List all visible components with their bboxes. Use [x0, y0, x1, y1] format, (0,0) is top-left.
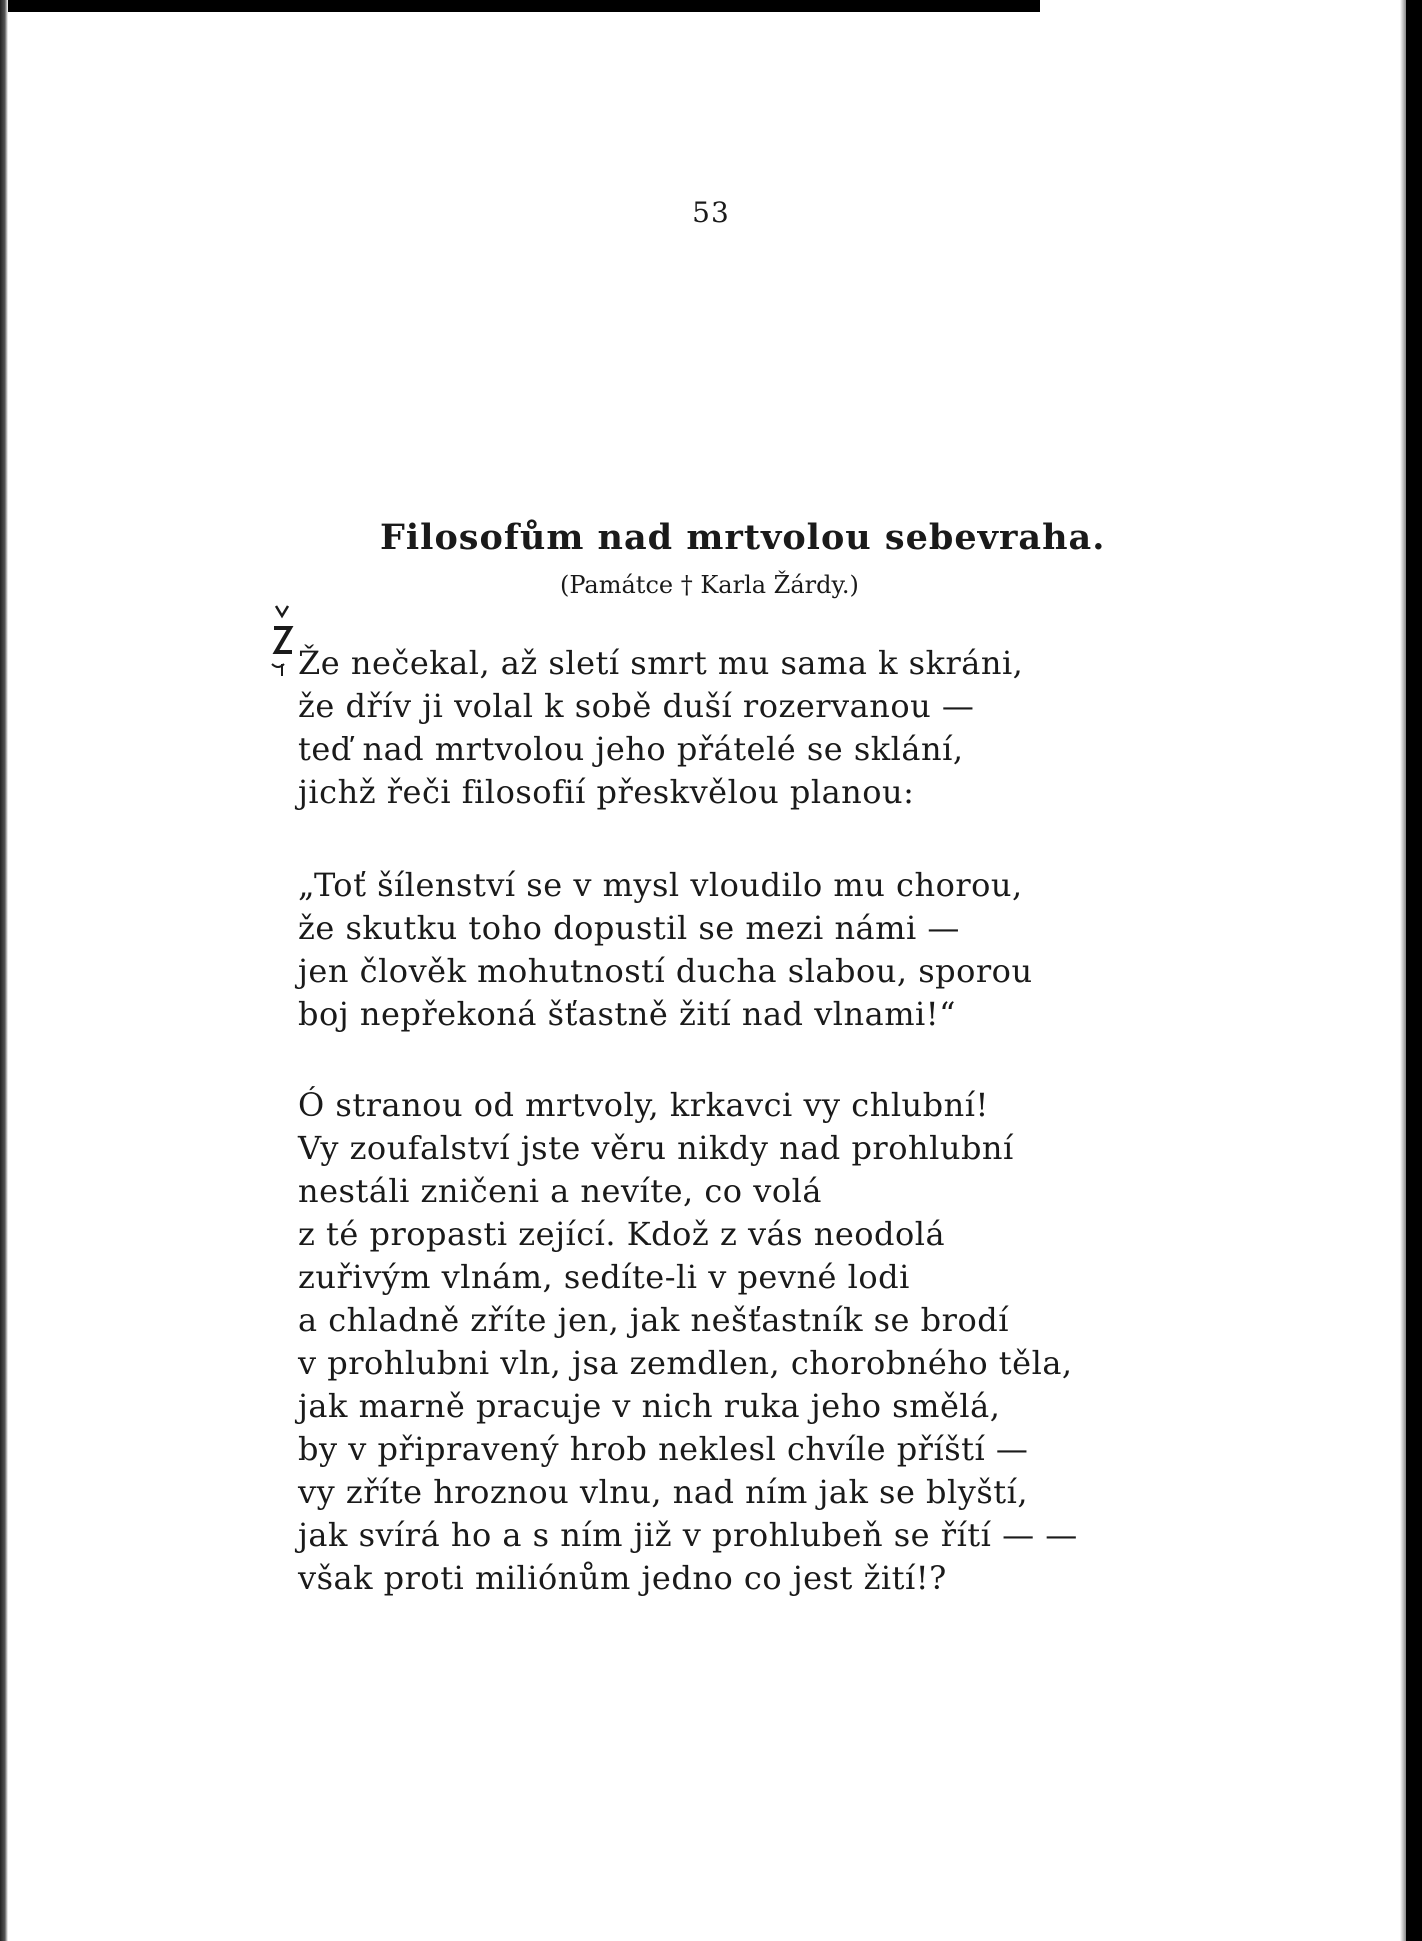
verse-line: zuřivým vlnám, sedíte-li v pevné lodi: [298, 1258, 910, 1296]
verse-line: jichž řeči filosofií přeskvělou planou:: [298, 773, 915, 811]
verse-line: Vy zoufalství jste věru nikdy nad prohlubní: [298, 1129, 1014, 1167]
verse-line: však proti miliónům jedno co jest žití!?: [298, 1559, 947, 1597]
verse-line: že skutku toho dopustil se mezi námi —: [298, 909, 960, 947]
poem-dedication: (Památce † Karla Žárdy.): [560, 571, 859, 599]
verse-line: jen člověk mohutností ducha slabou, sporou: [298, 952, 1033, 990]
verse-line: jak marně pracuje v nich ruka jeho smělá,: [298, 1387, 1001, 1425]
scan-border-top: [0, 0, 1040, 12]
stanza-1: [298, 642, 1023, 814]
verse-line: a chladně zříte jen, jak nešťastník se brodí: [298, 1301, 1009, 1339]
verse-line: Že nečekal, až sletí smrt mu sama k skráni,: [298, 644, 1024, 682]
verse-line: boj nepřekoná šťastně žití nad vlnami!“: [298, 995, 956, 1033]
stanza-3: [298, 1084, 1078, 1600]
verse-line: teď nad mrtvolou jeho přátelé se sklání,: [298, 730, 964, 768]
verse-line: nestáli zničeni a nevíte, co volá: [298, 1172, 822, 1210]
verse-line: jak svírá ho a s ním již v prohlubeň se řítí — —: [298, 1516, 1078, 1554]
poem-title: Filosofům nad mrtvolou sebevraha.: [380, 517, 1106, 558]
verse-line: Ó stranou od mrtvoly, krkavci vy chlubní!: [298, 1086, 989, 1124]
verse-line: by v připravený hrob neklesl chvíle příští —: [298, 1430, 1029, 1468]
verse-line: vy zříte hroznou vlnu, nad ním jak se blyští,: [298, 1473, 1029, 1511]
verse-line: z té propasti zející. Kdož z vás neodolá: [298, 1215, 946, 1253]
scan-border-right: [1406, 0, 1422, 1941]
ornamental-initial-icon: [268, 600, 298, 690]
verse-line: v prohlubni vln, jsa zemdlen, chorobného těla,: [298, 1344, 1073, 1382]
verse-line: že dřív ji volal k sobě duší rozervanou —: [298, 687, 975, 725]
stanza-2: [298, 864, 1033, 1036]
verse-line: „Toť šílenství se v mysl vloudilo mu chorou,: [298, 866, 1023, 904]
page-number: 53: [692, 196, 730, 229]
scan-border-left: [0, 0, 8, 1941]
